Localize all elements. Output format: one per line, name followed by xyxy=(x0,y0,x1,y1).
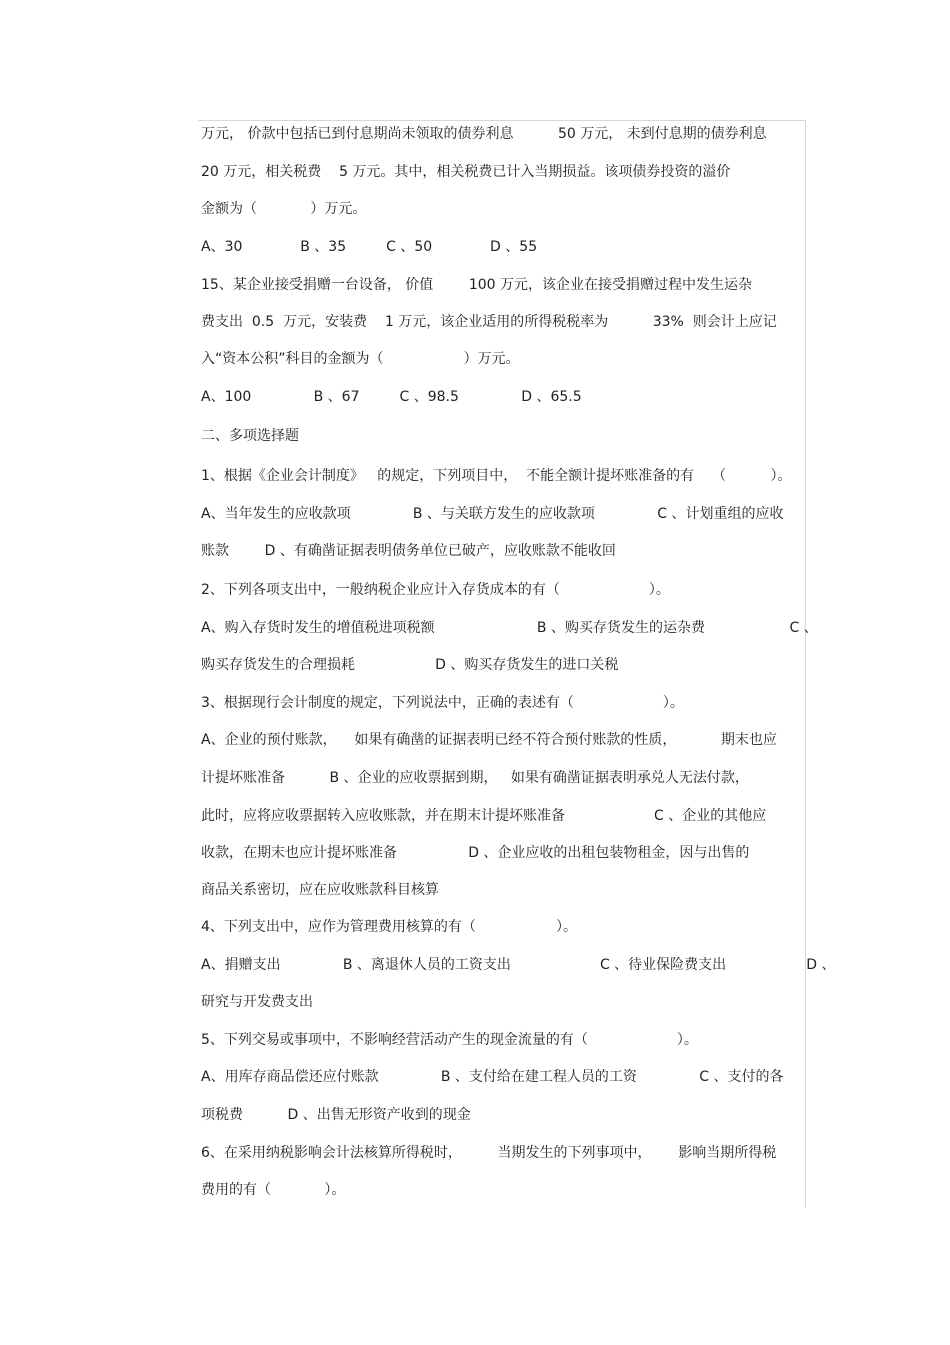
text-line: 商品关系密切，应在应收账款科目核算 xyxy=(201,882,439,898)
text-line: 金额为（ ）万元。 xyxy=(201,201,367,217)
question-1: 1、根据《企业会计制度》 的规定，下列项目中， 不能全额计提坏账准备的有 （ ）。 xyxy=(201,468,792,484)
text-line: 此时，应将应收票据转入应收账款，并在期末计提坏账准备 C 、企业的其他应 xyxy=(201,808,767,824)
text-line: 入“资本公积”科目的金额为（ ）万元。 xyxy=(201,351,520,367)
answer-options: A、捐赠支出 B 、离退休人员的工资支出 C 、待业保险费支出 D 、 xyxy=(201,957,836,973)
answer-options: A、购入存货时发生的增值税进项税额 B 、购买存货发生的运杂费 C 、 xyxy=(201,620,818,636)
text-line: 账款 D 、有确凿证据表明债务单位已破产，应收账款不能收回 xyxy=(201,543,616,559)
answer-options: A、用库存商品偿还应付账款 B 、支付给在建工程人员的工资 C 、支付的各 xyxy=(201,1069,784,1085)
question-5: 5、下列交易或事项中，不影响经营活动产生的现金流量的有（ ）。 xyxy=(201,1032,698,1048)
text-line: 购买存货发生的合理损耗 D 、购买存货发生的进口关税 xyxy=(201,657,619,673)
question-6: 6、在采用纳税影响会计法核算所得税时， 当期发生的下列事项中， 影响当期所得税 xyxy=(201,1145,777,1161)
text-line: 项税费 D 、出售无形资产收到的现金 xyxy=(201,1107,471,1123)
question-2: 2、下列各项支出中，一般纳税企业应计入存货成本的有（ ）。 xyxy=(201,582,670,598)
text-line: 20 万元，相关税费 5 万元。其中，相关税费已计入当期损益。该项债券投资的溢价 xyxy=(201,164,731,180)
text-line: 收款，在期末也应计提坏账准备 D 、企业应收的出租包装物租金，因与出售的 xyxy=(201,845,750,861)
question-15: 15、某企业接受捐赠一台设备， 价值 100 万元，该企业在接受捐赠过程中发生运杂 xyxy=(201,277,753,293)
answer-options: A、100 B 、67 C 、98.5 D 、65.5 xyxy=(201,389,582,405)
text-line: 万元， 价款中包括已到付息期尚未领取的债券利息 50 万元， 未到付息期的债券利息 xyxy=(201,126,767,142)
text-line: 研究与开发费支出 xyxy=(201,994,313,1010)
question-4: 4、下列支出中，应作为管理费用核算的有（ ）。 xyxy=(201,919,578,935)
answer-options: A、企业的预付账款， 如果有确凿的证据表明已经不符合预付账款的性质， 期末也应 xyxy=(201,732,777,748)
text-line: 费用的有（ ）。 xyxy=(201,1182,346,1198)
answer-options: A、当年发生的应收款项 B 、与关联方发生的应收款项 C 、计划重组的应收 xyxy=(201,506,784,522)
answer-options: A、30 B 、35 C 、50 D 、55 xyxy=(201,239,538,255)
question-3: 3、根据现行会计制度的规定，下列说法中，正确的表述有（ ）。 xyxy=(201,695,684,711)
text-line: 费支出 0.5 万元，安装费 1 万元，该企业适用的所得税税率为 33% 则会计上应记 xyxy=(201,314,777,330)
text-line: 计提坏账准备 B 、企业的应收票据到期， 如果有确凿证据表明承兑人无法付款， xyxy=(201,770,749,786)
section-heading: 二、多项选择题 xyxy=(201,428,299,444)
